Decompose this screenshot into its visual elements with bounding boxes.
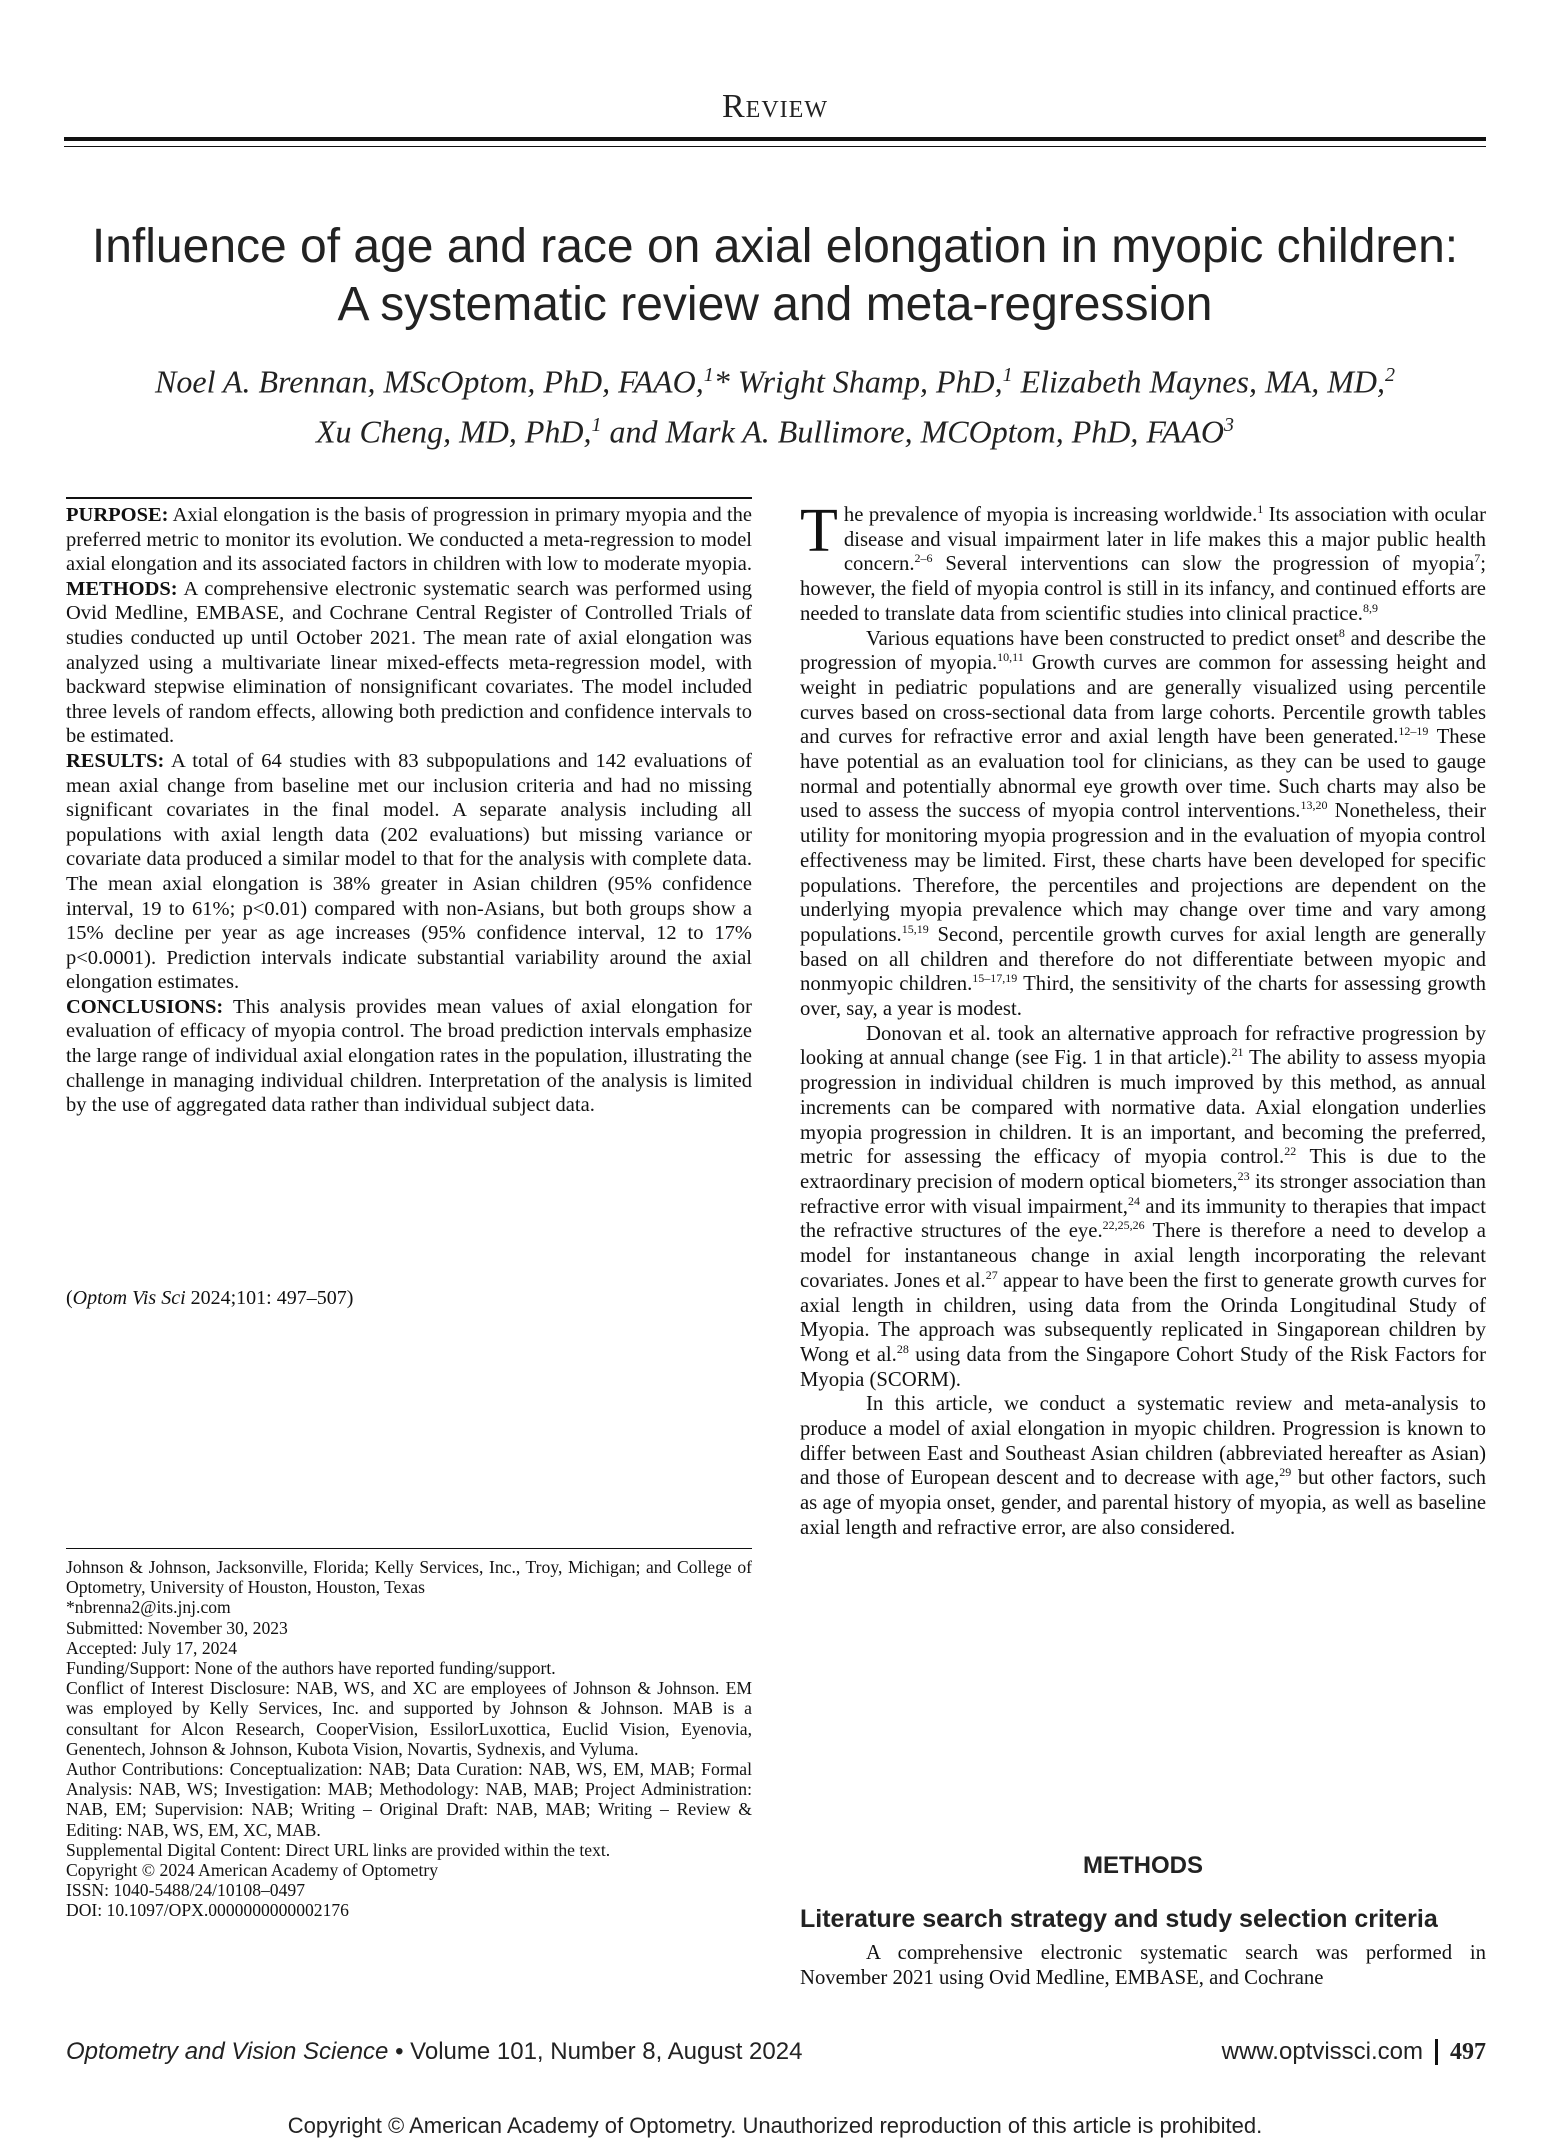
funding-statement: Funding/Support: None of the authors have reported funding/support.: [66, 1658, 556, 1679]
journal-footer: [66, 2038, 802, 2066]
abstract-results: RESULTS: A total of 64 studies with 83 subpopulations and 142 evaluations of mean axial change from baseline met our inclusion criteria and had no missing significant covariates in the final model. A separate analysis including all populations with axial length data (202 evaluations) but missing variance or covariate data produced a similar model to that for the analysis with complete data. The mean axial elongation is 38% greater in Asian children (95% confidence interval, 19 to 61%; p<0.01) compared with non-Asians, but both groups show a 15% decline per year as age increases (95% confidence interval, 12 to 17% p<0.0001). Prediction intervals indicate substantial variability around the axial elongation estimates.: [66, 749, 752, 994]
authors-line-1: Noel A. Brennan, MScOptom, PhD, FAAO,$^1$* Wright Shamp, PhD,$^1$ Elizabeth Maynes, MA, MD,$^2$: [155, 363, 1395, 400]
footer-bullet: •: [395, 2038, 404, 2065]
methods-paragraph-1: A comprehensive electronic systematic search was performed in November 2021 using Ovid Medline, EMBASE, and Cochrane: [800, 1942, 1486, 1989]
citation: (Optom Vis Sci 2024;101: 497–507): [66, 1287, 354, 1309]
introduction-body: [800, 497, 1487, 1541]
affiliations: Johnson & Johnson, Jacksonville, Florida; Kelly Services, Inc., Troy, Michigan; and College of Optometry, University of Houston, Houston, Texas: [66, 1557, 752, 1598]
authors-line-2: Xu Cheng, MD, PhD,$^1$ and Mark A. Bullimore, MCOptom, PhD, FAAO$^3$: [316, 413, 1234, 450]
footnote-rule: [66, 1548, 752, 1549]
page-number: 497: [1450, 2038, 1486, 2065]
intro-paragraph-4: In this article, we conduct a systematic review and meta-analysis to produce a model of axial elongation in myopic children. Progression is known to differ between East and Southeast Asian children (abbreviated hereafter as Asian) and those of European descent and to decrease with age,$^{29}$ but other factors, such as age of myopia onset, gender, and parental history of myopia, as well as baseline axial length and refractive error, are also considered.: [800, 1393, 1486, 1539]
copyright-line: Copyright © 2024 American Academy of Optometry: [66, 1860, 439, 1881]
abstract-purpose: PURPOSE: Axial elongation is the basis of progression in primary myopia and the preferred metric to monitor its evolution. We conducted a meta-regression to model axial elongation and its associated factors in children with low to moderate myopia.: [66, 504, 752, 576]
abstract-methods: METHODS: A comprehensive electronic systematic search was performed using Ovid Medline, EMBASE, and Cochrane Central Register of Controlled Trials of studies conducted up until October 2021. The mean rate of axial elongation was analyzed using a multivariate linear mixed-effects meta-regression model, with backward stepwise elimination of nonsignificant covariates. The model included three levels of random effects, allowing both prediction and confidence intervals to be estimated.: [66, 577, 752, 748]
title-line-2: A systematic review and meta-regression: [337, 278, 1213, 331]
conflict-disclosure: Conflict of Interest Disclosure: NAB, WS, and XC are employees of Johnson & Johnson. EM was employed by Kelly Services, Inc. and supported by Johnson & Johnson. MAB is a consultant for Alcon Research, CooperVision, EssilorLuxottica, Euclid Vision, Eyenovia, Genentech, Johnson & Johnson, Kubota Vision, Novartis, Sydnexis, and Vyluma.: [66, 1678, 752, 1759]
title-line-1: Influence of age and race on axial elongation in myopic children:: [91, 220, 1459, 273]
intro-paragraph-2: Various equations have been constructed to predict onset$^8$ and describe the progression of myopia.$^{10,11}$ Growth curves are common for assessing height and weight in pediatric populations and are generally visualized using percentile curves based on cross-sectional data from large cohorts. Percentile growth tables and curves for refractive error and axial length have been generated.$^{12-19}$ These have potential as an evaluation tool for clinicians, as they can be used to gauge normal and potentially abnormal eye growth over time. Such charts may also be used to assess the success of myopia control interventions.$^{13,20}$ Nonetheless, their utility for monitoring myopia progression and in the evaluation of myopia control effectiveness may be limited. First, these charts have been developed for specific populations. Therefore, the percentiles and projections are dependent on the underlying myopia prevalence which may change over time and vary among populations.$^{15,19}$ Second, percentile growth curves for axial length are generally based on all children and therefore do not differentiate between myopic and nonmyopic children.$^{15-17,19}$ Third, the sensitivity of the charts for assessing growth over, say, a year is modest.: [800, 625, 1486, 1021]
header-rule-thin: [64, 146, 1486, 147]
intro-paragraph-3: Donovan et al. took an alternative approach for refractive progression by looking at annual change (see Fig. 1 in that article).$^{21}$ The ability to assess myopia progression in individual children is much improved by this method, as annual increments can be compared with normative data. Axial elongation underlies myopia progression in children. It is an important, and becoming the preferred, metric for assessing the efficacy of myopia control.$^{22}$ This is due to the extraordinary precision of modern optical biometers,$^{23}$ its stronger association than refractive error with visual impairment,$^{24}$ and its immunity to therapies that impact the refractive structures of the eye.$^{22,25,26}$ There is therefore a need to develop a model for instantaneous change in axial length incorporating the relevant covariates. Jones et al.$^{27}$ appear to have been the first to generate growth curves for axial length in children, using data from the Orinda Longitudinal Study of Myopia. The approach was subsequently replicated in Singaporean children by Wong et al.$^{28}$ using data from the Singapore Cohort Study of the Risk Factors for Myopia (SCORM).: [800, 1022, 1487, 1391]
footer-divider: [1435, 2039, 1438, 2065]
author-list: [60, 354, 1490, 453]
accepted-date: Accepted: July 17, 2024: [66, 1637, 238, 1658]
journal-url[interactable]: www.optvissci.com: [1221, 2038, 1423, 2065]
doi-link[interactable]: DOI: 10.1097/OPX.0000000000002176: [66, 1900, 349, 1921]
copyright-notice: Copyright © American Academy of Optometry. Unauthorized reproduction of this article is prohibited.: [287, 2113, 1263, 2138]
abstract-rule: [66, 497, 752, 499]
article-title: [40, 218, 1510, 334]
issn: ISSN: 1040-5488/24/10108–0497: [66, 1880, 305, 1901]
issue-info: Volume 101, Number 8, August 2024: [410, 2038, 803, 2065]
journal-name: Optometry and Vision Science: [66, 2038, 389, 2065]
email-link[interactable]: *nbrenna2@its.jnj.com: [66, 1597, 231, 1618]
footer-right: [1222, 2038, 1486, 2066]
author-contributions: Author Contributions: Conceptualization: NAB; Data Curation: NAB, WS, EM, MAB; Formal Analysis: NAB, WS; Investigation: MAB; Methodology: NAB, MAB; Project Administration: NAB, EM; Supervision: NAB; Writing – Original Draft: NAB, MAB; Writing – Review & Editing: NAB, WS, EM, XC, MAB.: [66, 1759, 752, 1840]
header-rule: [64, 137, 1486, 141]
literature-search-subheading: Literature search strategy and study selection criteria: [800, 1905, 1438, 1933]
supplemental-note: Supplemental Digital Content: Direct URL links are provided within the text.: [66, 1839, 611, 1860]
drop-cap: T: [800, 497, 838, 565]
intro-paragraph-1: The prevalence of myopia is increasing worldwide.$^1$ Its association with ocular disease and visual impairment later in life makes this a major public health concern.$^{2-6}$ Several interventions can slow the progression of myopia$^7$; however, the field of myopia control is still in its infancy, and continued efforts are needed to translate data from scientific studies into clinical practice.$^{8,9}$: [800, 497, 1487, 625]
methods-heading: METHODS: [1083, 1852, 1203, 1879]
footnotes: [66, 1557, 752, 1921]
section-label: Review: [722, 88, 828, 125]
abstract-conclusions: CONCLUSIONS: This analysis provides mean values of axial elongation for evaluation of efficacy of myopia control. The broad prediction intervals emphasize the large range of individual axial elongation rates in the population, illustrating the challenge in managing individual children. Interpretation of the analysis is limited by the use of aggregated data rather than individual subject data.: [66, 995, 752, 1117]
abstract: [66, 503, 752, 1118]
submitted-date: Submitted: November 30, 2023: [66, 1617, 288, 1638]
